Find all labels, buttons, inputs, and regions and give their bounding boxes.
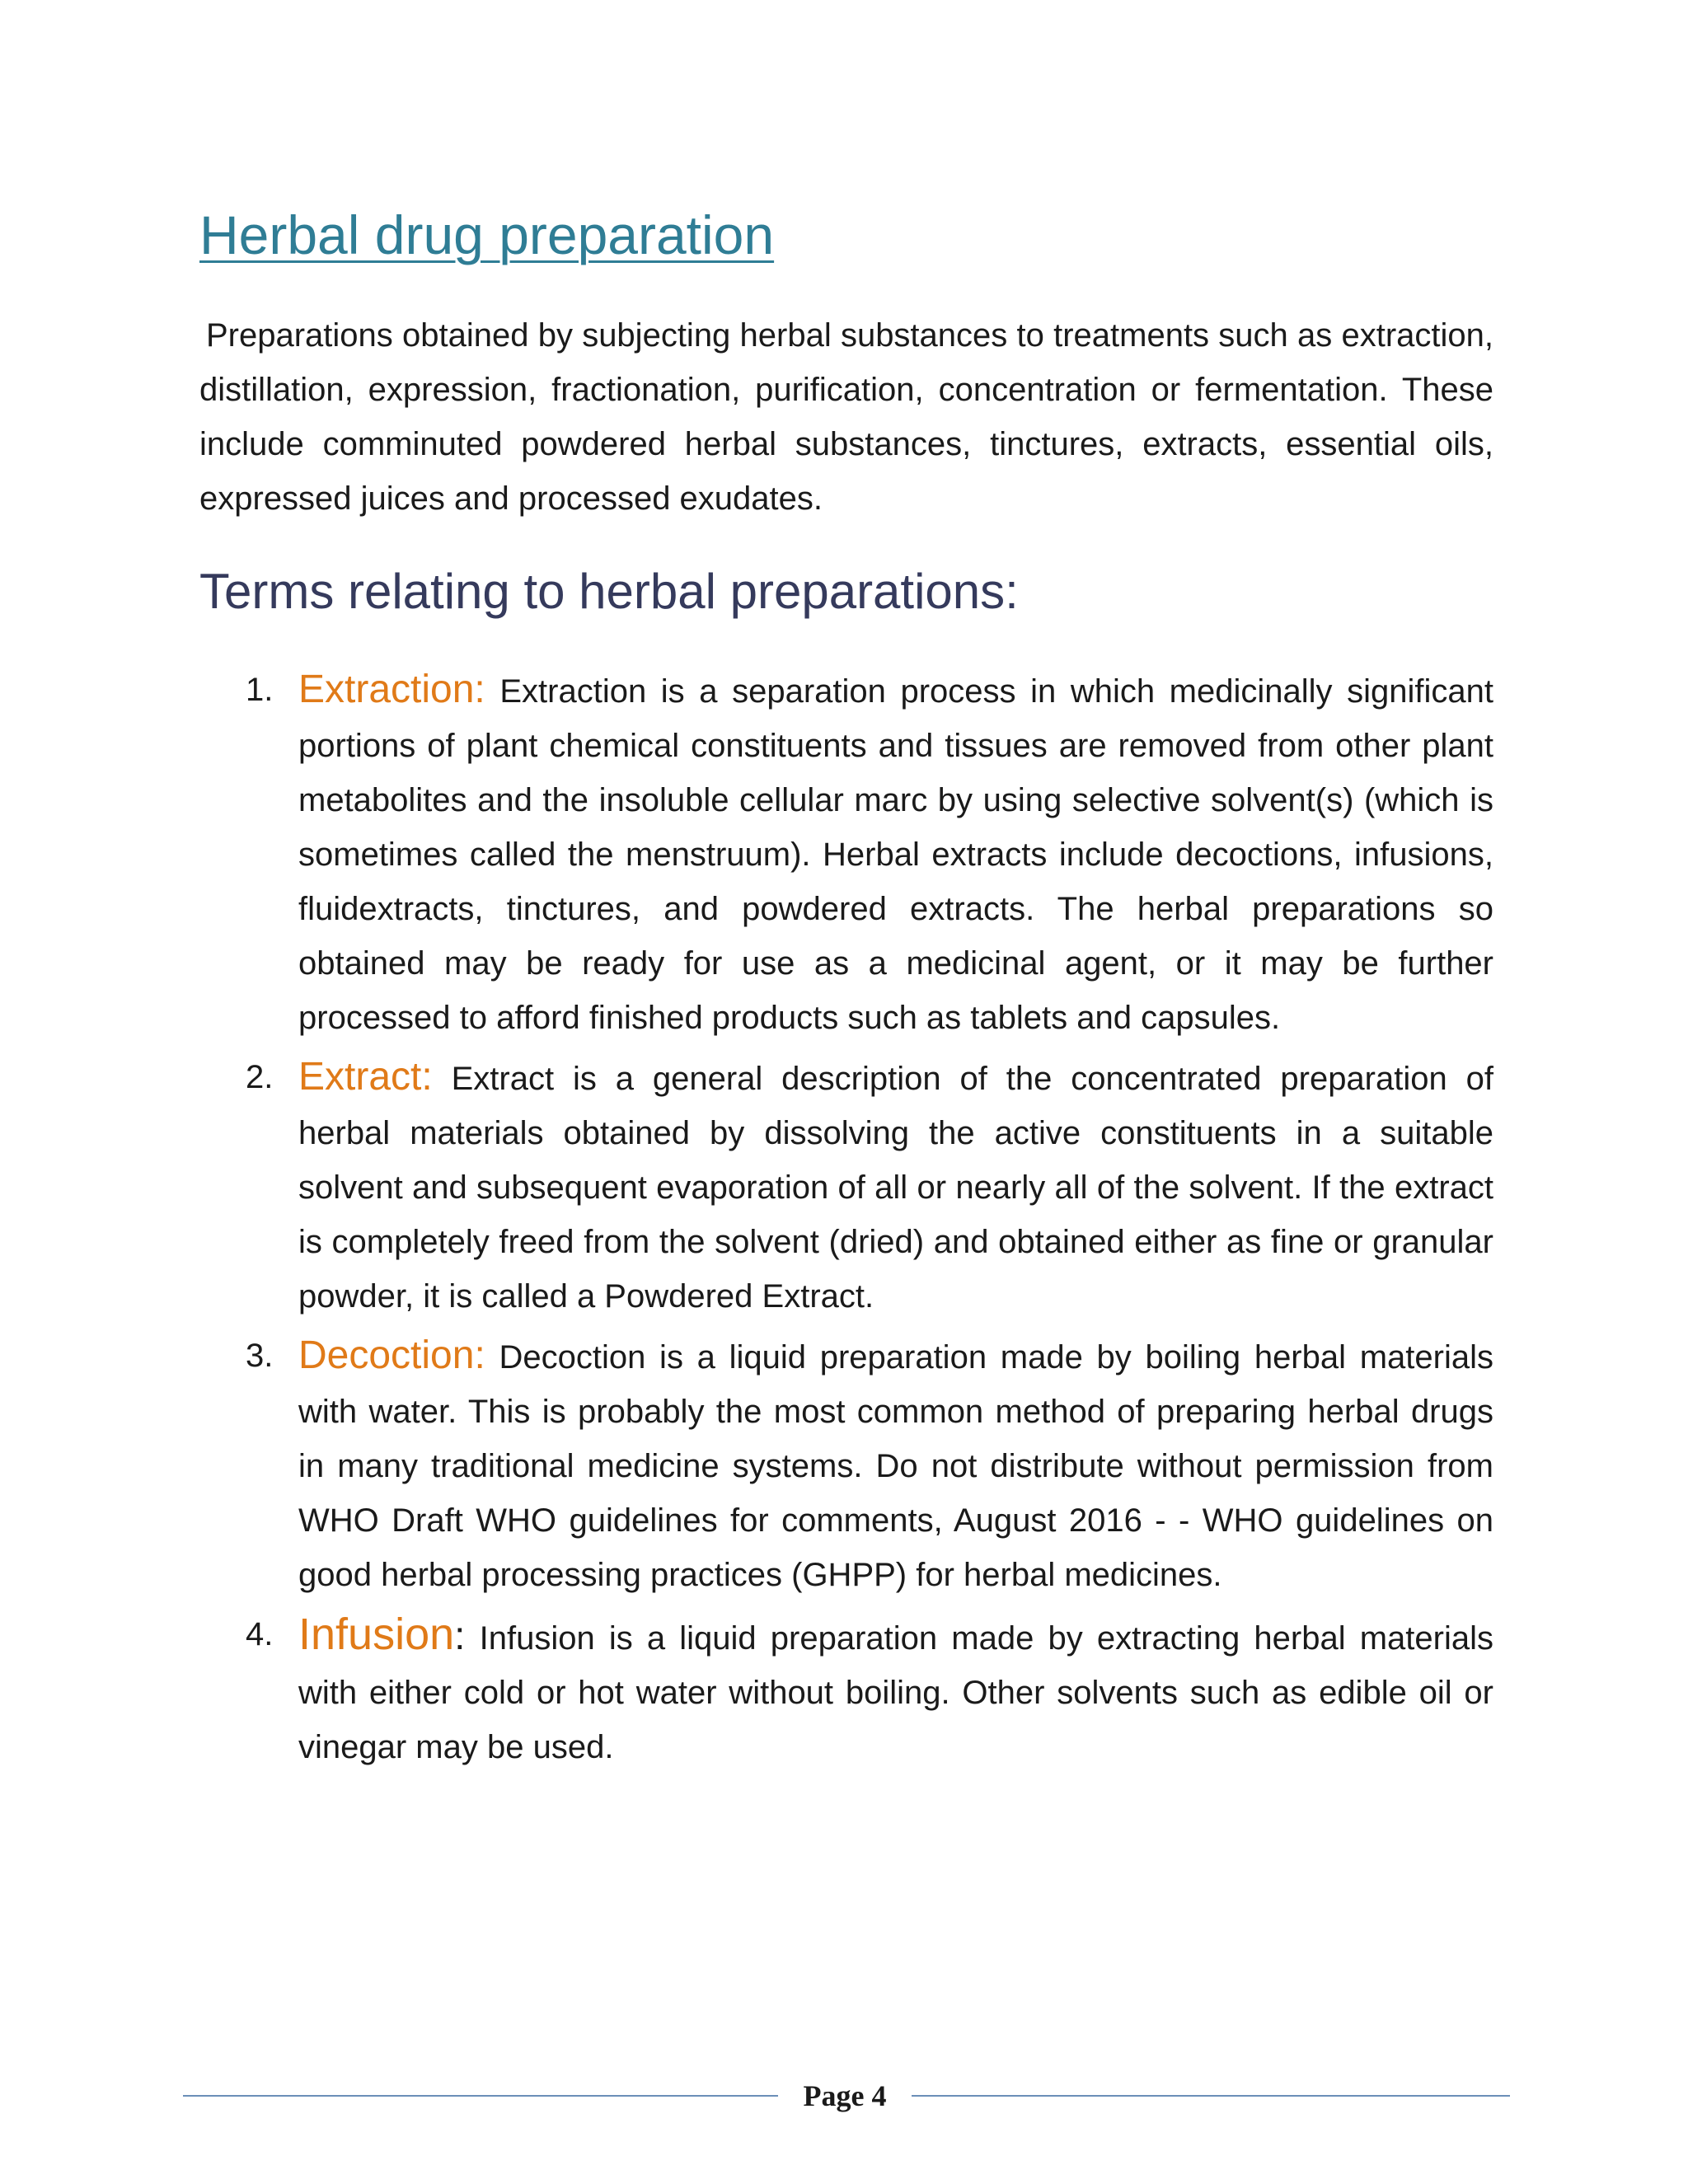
- term-definition: Decoction is a liquid preparation made by boiling herbal materials with water. This is probably the most common method of preparing herbal drugs in many traditional medicine systems. Do not distribute without permission from WHO Draft WHO guidelines for comments, August 2016 - - WHO guidelines on good herbal processing practices (GHPP) for herbal medicines.: [298, 1339, 1493, 1593]
- list-item-infusion: [246, 1607, 1493, 1774]
- page-number: Page 4: [803, 2079, 887, 2112]
- list-number: 2.: [246, 1059, 274, 1095]
- term-label: Infusion: [298, 1610, 455, 1659]
- list-number: 3.: [246, 1338, 274, 1374]
- term-label: Decoction:: [298, 1333, 485, 1377]
- list-item-extract: [246, 1050, 1493, 1324]
- term-definition: Infusion is a liquid preparation made by extracting herbal materials with either cold or hot water without boiling. Other solvents such as edible oil or vinegar may be used.: [298, 1620, 1493, 1765]
- list-number: 1.: [246, 672, 274, 708]
- terms-list: [199, 663, 1493, 1774]
- page-content: [199, 198, 1493, 1779]
- footer-rule-left: [183, 2095, 778, 2097]
- term-colon: :: [454, 1615, 466, 1658]
- term-label: Extract:: [298, 1055, 433, 1099]
- section-heading: Terms relating to herbal preparations:: [199, 564, 1019, 619]
- intro-paragraph: Preparations obtained by subjecting herbal substances to treatments such as extraction, distillation, expression, fractionation, purification, concentration or fermentation. These include comminuted powdered herbal substances, tinctures, extracts, essential oils, expressed juices and processed exudates.: [199, 317, 1493, 517]
- term-label: Extraction:: [298, 668, 485, 711]
- term-definition: Extract is a general description of the concentrated preparation of herbal materials obtained by dissolving the active constituents in a suitable solvent and subsequent evaporation of all or nearly all of the solvent. If the extract is completely freed from the solvent (dried) and obtained either as fine or granular powder, it is called a Powdered Extract.: [298, 1061, 1493, 1315]
- page-footer: [183, 2075, 1510, 2116]
- page-title: Herbal drug preparation: [199, 204, 775, 265]
- list-item-extraction: [246, 663, 1493, 1045]
- list-number: 4.: [246, 1616, 274, 1652]
- term-definition: Extraction is a separation process in which medicinally significant portions of plant chemical constituents and tissues are removed from other plant metabolites and the insoluble cellular marc by using selective solvent(s) (which is sometimes called the menstruum). Herbal extracts include decoctions, infusions, fluidextracts, tinctures, and powdered extracts. The herbal preparations so obtained may be ready for use as a medicinal agent, or it may be further processed to afford finished products such as tablets and capsules.: [298, 673, 1493, 1036]
- list-item-decoction: [246, 1329, 1493, 1602]
- footer-rule-right: [912, 2095, 1510, 2097]
